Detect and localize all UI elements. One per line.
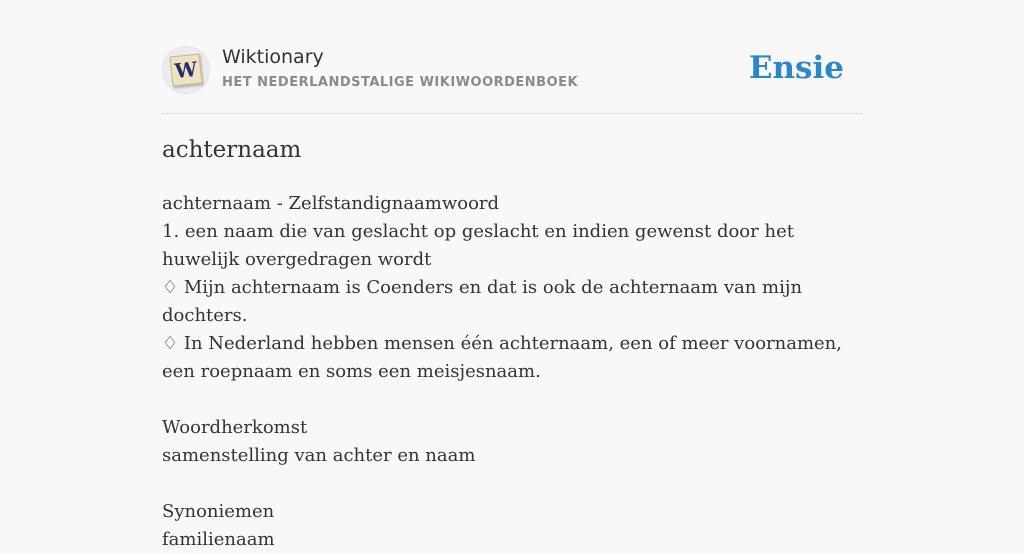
spacer (162, 470, 862, 498)
site-title[interactable]: Wiktionary (222, 46, 324, 68)
entry-definition: 1. een naam die van geslacht op geslacht en indien gewenst door het huwelijk overgedragen wordt (162, 221, 794, 270)
example-sentence: ♢ Mijn achternaam is Coenders en dat is ook de achternaam van mijn dochters. (162, 277, 803, 326)
ensie-brand-link[interactable]: Ensie (748, 50, 844, 86)
wiktionary-logo-icon[interactable] (162, 46, 210, 94)
spacer (162, 386, 862, 414)
entry-content (162, 190, 862, 554)
example-sentence: ♢ In Nederland hebben mensen één achternaam, een of meer voornamen, een roepnaam en soms een meisjesnaam. (162, 333, 842, 382)
site-header (162, 0, 862, 114)
entry-heading: achternaam - Zelfstandignaamwoord (162, 193, 500, 214)
etymology-text: samenstelling van achter en naam (162, 445, 476, 466)
logo-letter: W (173, 56, 199, 84)
page-title: achternaam (162, 137, 302, 163)
etymology-heading: Woordherkomst (162, 417, 308, 438)
page-container (162, 0, 862, 550)
logo-tile (170, 54, 203, 87)
site-subtitle: HET NEDERLANDSTALIGE WIKIWOORDENBOEK (222, 75, 579, 90)
synonym-item: familienaam (162, 529, 275, 550)
synonyms-heading: Synoniemen (162, 501, 275, 522)
